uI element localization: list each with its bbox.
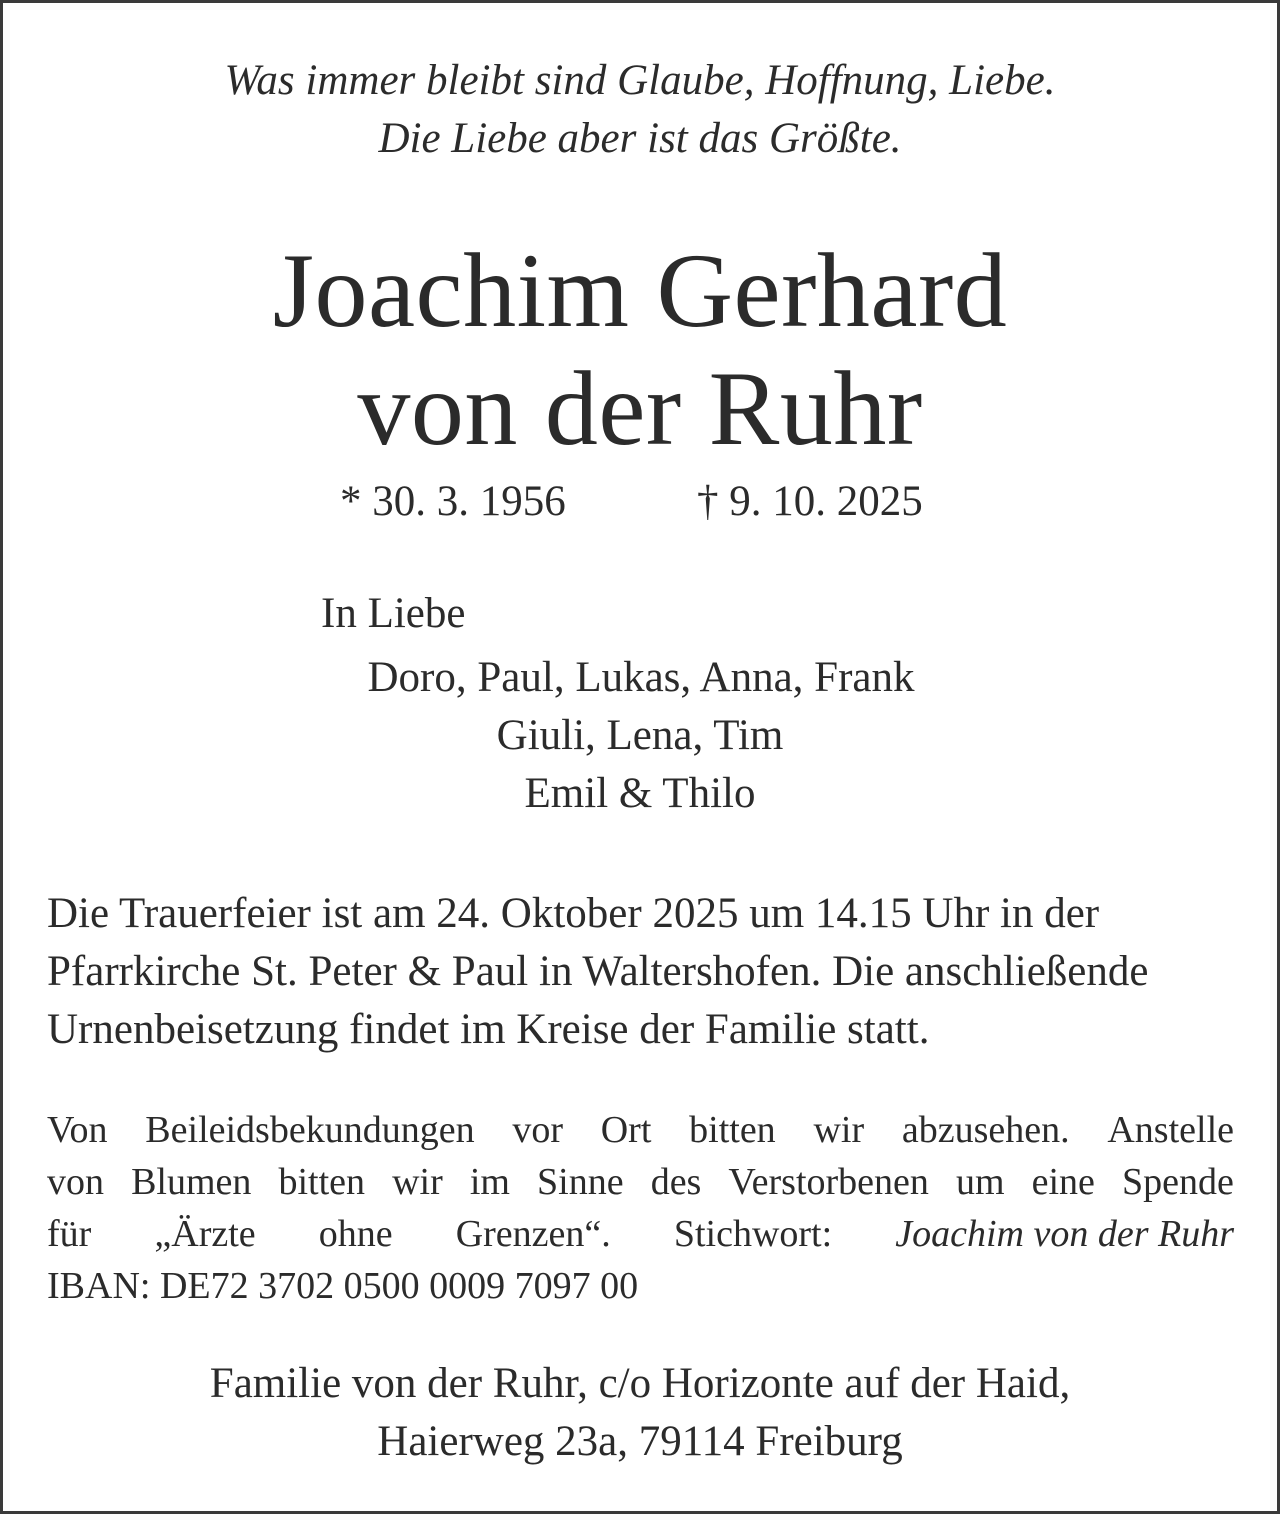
mourners-line-2: Giuli, Lena, Tim (496, 712, 784, 759)
donation-word: abzusehen. (901, 1109, 1070, 1151)
mourners-line-1: Doro, Paul, Lukas, Anna, Frank (367, 654, 915, 701)
donation-word: wir (813, 1109, 865, 1151)
mourners-intro: In Liebe (321, 590, 466, 637)
donation-word: Verstorbenen (728, 1161, 929, 1203)
donation-word: vor (512, 1109, 563, 1151)
donation-line-3 (47, 1208, 1234, 1260)
donation-word: wir (392, 1161, 443, 1203)
donation-line-2 (47, 1156, 1234, 1208)
epigraph-quote (0, 52, 1280, 168)
donation-word: Spende (1122, 1161, 1234, 1203)
donation-keyword: Joachim von der Ruhr (895, 1213, 1234, 1255)
donation-word: Stichwort: (673, 1213, 833, 1255)
donation-word: Grenzen“. (455, 1213, 611, 1255)
donation-word: bitten (689, 1109, 776, 1151)
name-line-2: von der Ruhr (357, 350, 923, 467)
name-line-1: Joachim Gerhard (272, 232, 1008, 349)
donation-word: um (955, 1161, 1005, 1203)
donation-notice (47, 1104, 1234, 1312)
ceremony-line-1: Die Trauerfeier ist am 24. Oktober 2025 um 14.15 Uhr in der (47, 890, 1100, 937)
deceased-name (0, 232, 1280, 468)
address-line-1: Familie von der Ruhr, c/o Horizonte auf der Haid, (209, 1360, 1071, 1407)
donation-word: Von (47, 1109, 108, 1151)
donation-word: Blumen (131, 1161, 252, 1203)
donation-word: im (469, 1161, 510, 1203)
donation-word: „Ärzte (154, 1213, 256, 1255)
mourners-list (0, 649, 1280, 823)
donation-word: des (650, 1161, 702, 1203)
donation-word: Beileidsbekundungen (145, 1109, 475, 1151)
donation-word: eine (1031, 1161, 1095, 1203)
mourners-line-3: Emil & Thilo (524, 770, 756, 817)
quote-line-1: Was immer bleibt sind Glaube, Hoffnung, Liebe. (224, 57, 1056, 104)
donation-word: ohne (318, 1213, 393, 1255)
donation-word: von (47, 1161, 104, 1203)
donation-word: Sinne (537, 1161, 624, 1203)
address-line-2: Haierweg 23a, 79114 Freiburg (377, 1418, 903, 1465)
ceremony-line-2: Pfarrkirche St. Peter & Paul in Waltershofen. Die anschließende (47, 948, 1149, 995)
quote-line-2: Die Liebe aber ist das Größte. (378, 115, 902, 162)
donation-word: für (47, 1213, 92, 1255)
ceremony-notice (47, 885, 1237, 1059)
birth-date: * 30. 3. 1956 (340, 478, 566, 525)
family-address (0, 1355, 1280, 1471)
donation-word: Anstelle (1107, 1109, 1234, 1151)
donation-word: bitten (278, 1161, 366, 1203)
donation-word: Ort (600, 1109, 652, 1151)
ceremony-line-3: Urnenbeisetzung findet im Kreise der Familie statt. (47, 1006, 930, 1053)
donation-iban: IBAN: DE72 3702 0500 0009 7097 00 (47, 1265, 639, 1307)
donation-line-1 (47, 1104, 1234, 1156)
death-date: † 9. 10. 2025 (697, 478, 923, 525)
